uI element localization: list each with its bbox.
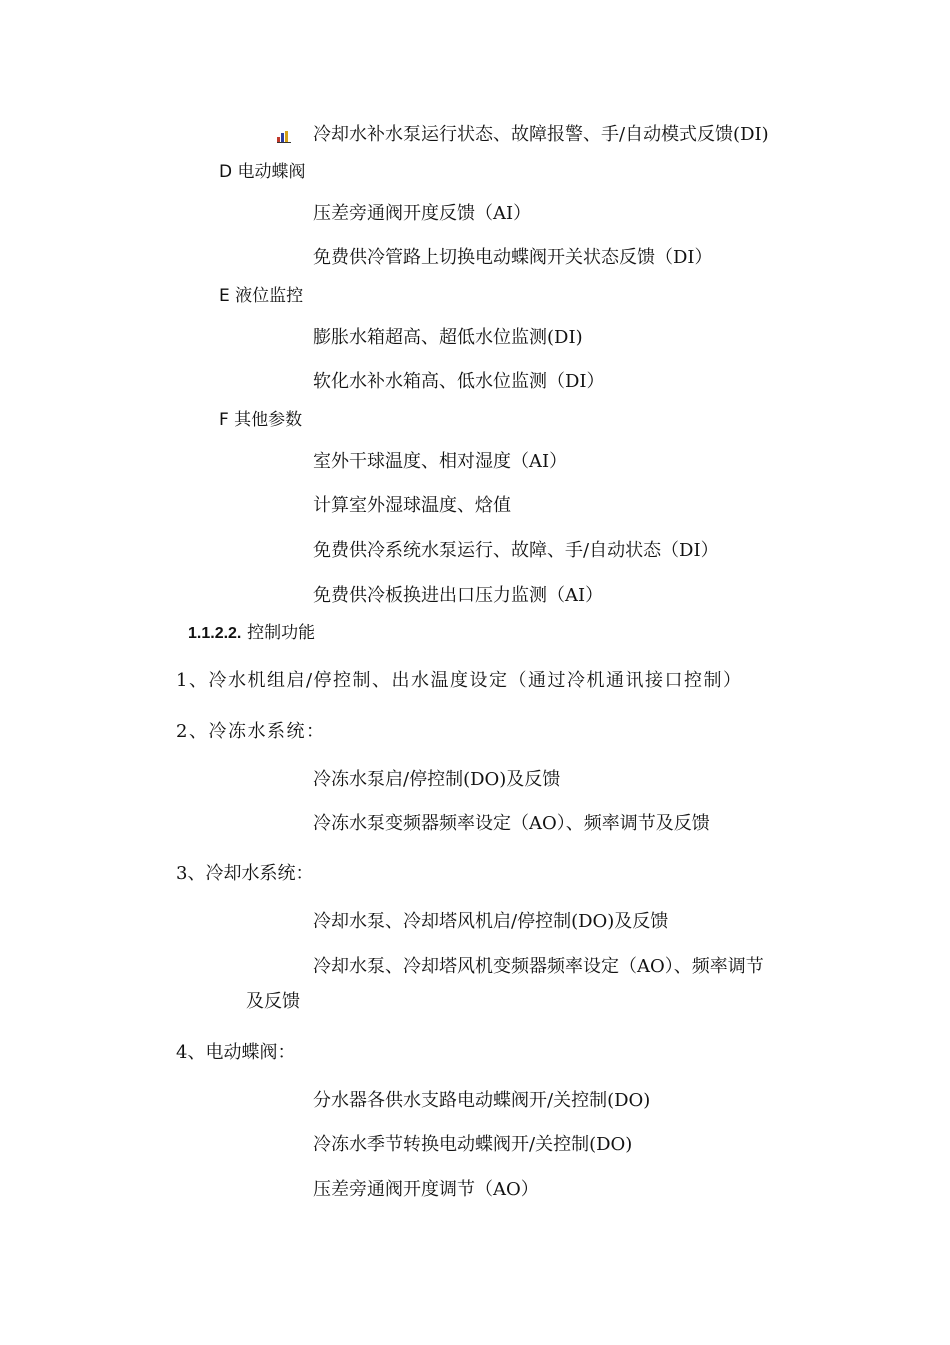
list-item: 免费供冷板换进出口压力监测（AI） — [313, 585, 604, 606]
section-heading — [188, 621, 315, 646]
numbered-item: 1、冷水机组启/停控制、出水温度设定（通过冷机通讯接口控制） — [176, 670, 743, 691]
numbered-item: 4、电动蝶阀： — [176, 1042, 296, 1063]
list-item: 室外干球温度、相对湿度（AI） — [313, 451, 568, 472]
list-item: 冷冻水泵启/停控制(DO)及反馈 — [313, 769, 561, 790]
list-item: 冷却水补水泵运行状态、故障报警、手/自动模式反馈(DI) — [313, 124, 769, 145]
list-item-continuation: 及反馈 — [246, 991, 300, 1012]
list-item: 膨胀水箱超高、超低水位监测(DI) — [313, 327, 583, 348]
list-item: 免费供冷管路上切换电动蝶阀开关状态反馈（DI） — [313, 247, 713, 268]
numbered-item: 3、冷却水系统： — [176, 863, 314, 884]
list-item: 分水器各供水支路电动蝶阀开/关控制(DO) — [313, 1090, 651, 1111]
heading-number: 1.1.2.2. — [188, 625, 242, 642]
section-label-e: E 液位监控 — [219, 286, 304, 306]
heading-text: 控制功能 — [247, 623, 316, 643]
list-item: 计算室外湿球温度、焓值 — [313, 495, 511, 516]
section-label-d: D 电动蝶阀 — [219, 162, 306, 182]
list-item: 冷冻水季节转换电动蝶阀开/关控制(DO) — [313, 1134, 633, 1155]
bar-chart-bullet-icon — [277, 131, 291, 143]
numbered-item: 2、冷冻水系统： — [176, 721, 326, 742]
list-item: 冷却水泵、冷却塔风机启/停控制(DO)及反馈 — [313, 911, 669, 932]
list-item: 冷却水泵、冷却塔风机变频器频率设定（AO）、频率调节 — [313, 956, 764, 977]
list-item: 冷冻水泵变频器频率设定（AO）、频率调节及反馈 — [313, 813, 710, 834]
list-item: 压差旁通阀开度调节（AO） — [313, 1179, 539, 1200]
section-label-f: F 其他参数 — [219, 410, 303, 430]
list-item: 免费供冷系统水泵运行、故障、手/自动状态（DI） — [313, 540, 719, 561]
list-item: 软化水补水箱高、低水位监测（DI） — [313, 371, 605, 392]
list-item: 压差旁通阀开度反馈（AI） — [313, 203, 532, 224]
